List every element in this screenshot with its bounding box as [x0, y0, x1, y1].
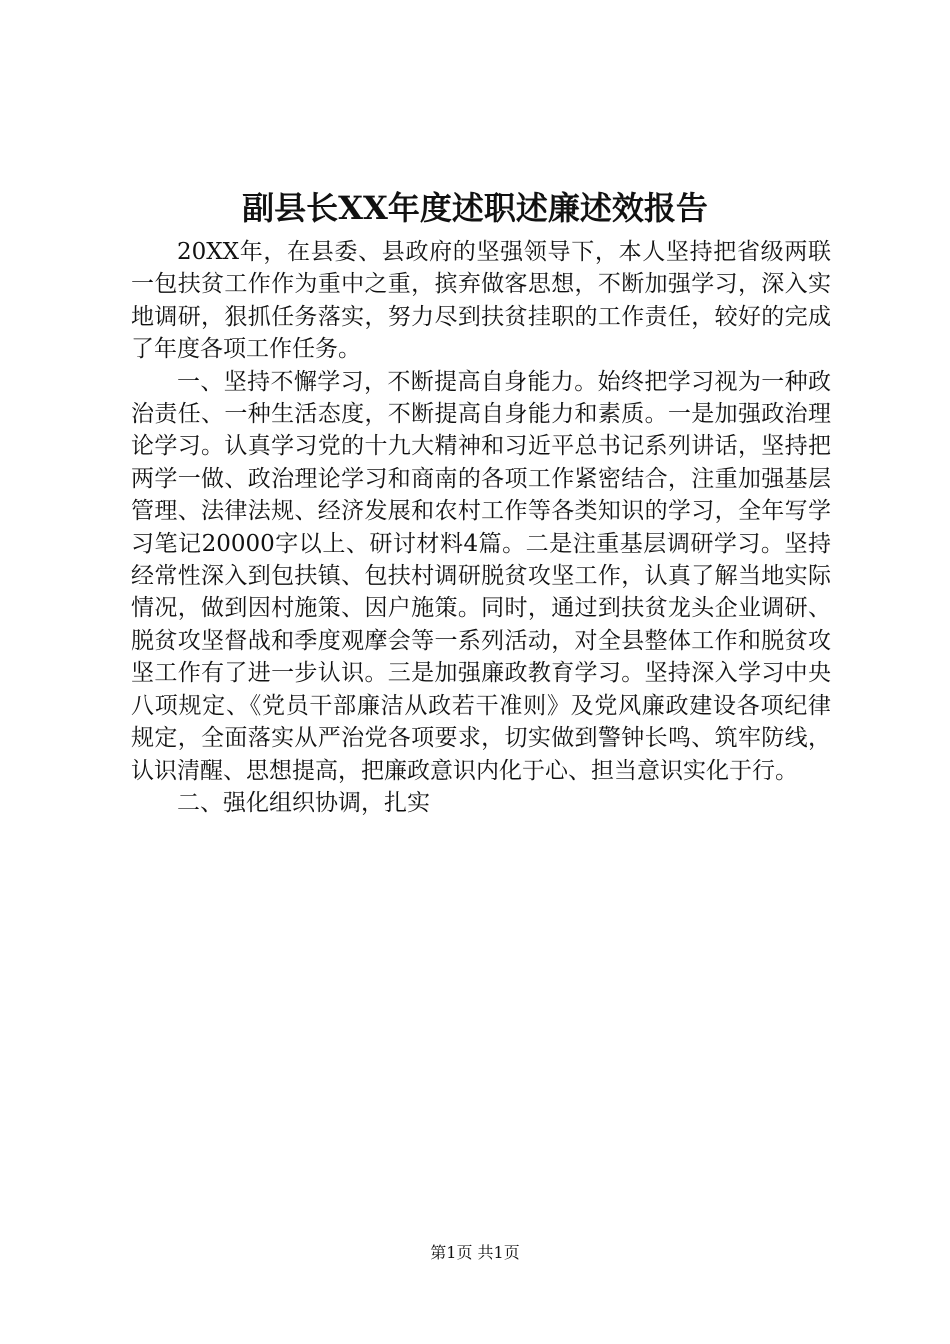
paragraph-section-one: 一、坚持不懈学习，不断提高自身能力。始终把学习视为一种政治责任、一种生活态度，不断提高自身能力和素质。一是加强政治理论学习。认真学习党的十九大精神和习近平总书记系列讲话，坚持把两学一做、政治理论学习和商南的各项工作紧密结合，注重加强基层管理、法律法规、经济发展和农村工作等各类知识的学习，全年写学习笔记20000字以上、研讨材料4篇。二是注重基层调研学习。坚持经常性深入到包扶镇、包扶村调研脱贫攻坚工作，认真了解当地实际情况，做到因村施策、因户施策。同时，通过到扶贫龙头企业调研、脱贫攻坚督战和季度观摩会等一系列活动，对全县整体工作和脱贫攻坚工作有了进一步认识。三是加强廉政教育学习。坚持深入学习中央八项规定、《党员干部廉洁从政若干准则》及党风廉政建设各项纪律规定，全面落实从严治党各项要求，切实做到警钟长鸣、筑牢防线，认识清醒、思想提高，把廉政意识内化于心、担当意识实化于行。: [131, 368, 831, 784]
document-title: 副县长XX年度述职述廉述效报告: [242, 189, 708, 227]
paragraph-intro: 20XX年，在县委、县政府的坚强领导下，本人坚持把省级两联一包扶贫工作作为重中之重，摈弃做客思想，不断加强学习，深入实地调研，狠抓任务落实，努力尽到扶贫挂职的工作责任，较好的完成了年度各项工作任务。: [131, 239, 831, 363]
page-footer: 第1页 共1页: [430, 1243, 520, 1262]
paragraph-section-two: 二、强化组织协调，扎实: [177, 789, 430, 816]
document-body: [131, 236, 831, 819]
